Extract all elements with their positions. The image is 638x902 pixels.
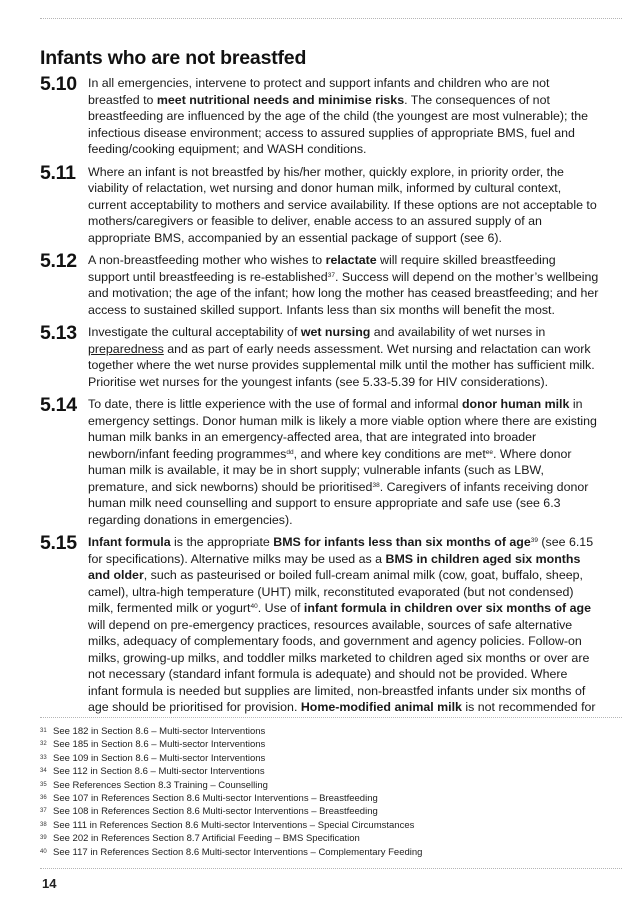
footnote-text: See References Section 8.3 Training – Counselling: [53, 779, 268, 791]
footnote-number: 34: [40, 768, 47, 775]
footnote-text: See 112 in Section 8.6 – Multi-sector Interventions: [53, 766, 265, 778]
footnote-text: See 107 in References Section 8.6 Multi-sector Interventions – Breastfeeding: [53, 793, 378, 805]
footnote-ref: 37: [327, 271, 335, 279]
bold-text: infant formula in children over six months of age: [303, 601, 591, 615]
paragraph-text: [88, 324, 600, 390]
footnote-number: 33: [40, 754, 47, 761]
text-run: Where an infant is not breastfed by his/her mother, quickly explore, in priority order, the viability of relactation, wet nursing and donor human milk, informed by cultural context, current acceptability to mothers and service availability. If these options are not acceptable to mothers/caregivers or feasible to deliver, enable access to an assured supply of an appropriate BMS, accompanied by an essential package of support (see 6).: [88, 164, 597, 245]
footnote-text: See 182 in Section 8.6 – Multi-sector Interventions: [53, 726, 266, 737]
text-run: (see 6.15 for specifications). Alternative milks may be used as a: [88, 535, 594, 566]
footnote-list: [40, 725, 600, 859]
footnote-text: See 111 in References Section 8.6 Multi-sector Interventions – Special Circumstances: [53, 819, 415, 831]
text-run: , such as pasteurised or boiled full-cream animal milk (cow, goat, buffalo, sheep, camel), ultra-high temperature (UHT) milk, reconstituted evaporated (but not condensed) milk, fermented milk or yogurt: [88, 568, 583, 615]
footnote-ref: dd: [286, 448, 294, 456]
text-run: To date, there is little experience with the use of formal and informal: [88, 397, 462, 411]
footnote-text: See 202 in References Section 8.7 Artificial Feeding – BMS Specification: [53, 833, 360, 845]
text-run: A non-breastfeeding mother who wishes to: [88, 253, 326, 267]
footnote-number: 32: [40, 741, 47, 748]
footnote: [40, 846, 600, 859]
text-run: . The consequences of not breastfeeding are influenced by the age of the child (the youngest are most vulnerable); the infectious disease environment; access to assured supplies of appropriate BMS, fuel and feeding/cooking equipment; and WASH conditions.: [88, 92, 589, 156]
footnote-ref: 40: [250, 603, 258, 610]
paragraph-list: [40, 75, 600, 722]
paragraph-text: [88, 252, 600, 318]
text-run: . Use of: [257, 601, 304, 615]
footnote: [40, 779, 600, 792]
top-divider: [40, 18, 622, 19]
text-run: . Where donor human milk is available, it may be in short supply; vulnerable infants (such as LBW, premature, and sick newborns) should be prioritised: [88, 446, 572, 494]
paragraph-5-11: [40, 161, 600, 247]
footnote-number: 40: [40, 848, 47, 855]
bold-text: donor human milk: [461, 397, 570, 411]
footnote-text: See 109 in Section 8.6 – Multi-sector Interventions: [53, 752, 266, 764]
paragraph-number: 5.14: [40, 394, 77, 416]
bold-text: BMS for infants less than six months of age: [273, 535, 531, 549]
text-run: in emergency settings. Donor human milk is likely a more viable option where there are existing human milk banks in an emergency-affected area, that are integrated into broader newborn/infant feeding programmes: [88, 397, 597, 461]
bold-text: meet nutritional needs and minimise risks: [156, 92, 405, 107]
paragraph-text: [88, 396, 600, 528]
page-number: 14: [42, 876, 57, 891]
bold-text: Infant formula: [88, 535, 171, 549]
footnote-text: See 117 in References Section 8.6 Multi-sector Interventions – Complementary Feeding: [53, 846, 423, 858]
footnote: [40, 725, 600, 738]
paragraph-5-15: [40, 534, 600, 716]
footnote-text: See 108 in References Section 8.6 Multi-sector Interventions – Breastfeeding: [53, 806, 378, 818]
bold-text: BMS in children aged six months and older: [88, 551, 581, 582]
footnote-number: 31: [40, 728, 47, 734]
footnote-divider: [40, 717, 622, 718]
footnote: [40, 765, 600, 778]
text-run: preparedness: [88, 341, 164, 356]
paragraph-5-14: [40, 396, 600, 528]
footnote-ref: ee: [485, 448, 494, 456]
paragraph-5-10: [40, 75, 600, 158]
paragraph-text: [88, 534, 600, 716]
paragraph-number: 5.11: [40, 161, 76, 184]
footnote: [40, 792, 600, 805]
bold-text: wet nursing: [300, 325, 371, 339]
footnote-ref: 39: [530, 537, 538, 544]
footnote: [40, 832, 600, 845]
text-run: and as part of early needs assessment. Wet nursing and relactation can work together where the wet nurse provides supplemental milk until the mother has sufficient milk. Prioritise wet nurses for the youngest infants (see 5.33-5.39 for HIV considerations).: [88, 341, 595, 389]
paragraph-text: [88, 164, 600, 247]
paragraph-text: [88, 75, 600, 158]
footnote-number: 36: [40, 795, 47, 802]
footnote: [40, 752, 600, 765]
paragraph-5-13: [40, 324, 600, 390]
bold-text: Home-modified animal milk: [300, 700, 462, 714]
footnote-text: See 185 in Section 8.6 – Multi-sector Interventions: [53, 739, 266, 751]
footnote-number: 35: [40, 781, 47, 788]
text-run: will require skilled breastfeeding support until breastfeeding is re-established: [88, 253, 556, 284]
page-footer-divider: [40, 868, 622, 869]
footnote-number: 39: [40, 835, 47, 842]
footnote-number: 37: [40, 808, 47, 815]
text-run: is not recommended for: [461, 700, 596, 714]
footnote: [40, 738, 600, 751]
text-run: . Caregivers of infants receiving donor human milk need counselling and support to ensure appropriate and safe use (see 6.3 regarding donations in emergencies).: [88, 479, 589, 527]
text-run: . Success will depend on the mother’s wellbeing and motivation; the age of the infant; how long the mother has ceased breastfeeding; and her access to sustained skilled support. Infants less than six months will benefit the most.: [88, 269, 599, 317]
footnote: [40, 819, 600, 832]
section-heading: Infants who are not breastfed: [40, 47, 307, 69]
bold-text: relactate: [325, 253, 377, 267]
paragraph-5-12: [40, 252, 600, 318]
text-run: , and where key conditions are met: [293, 446, 486, 461]
text-run: is the appropriate: [170, 535, 274, 549]
text-run: Investigate the cultural acceptability of: [88, 325, 301, 339]
text-run: and availability of wet nurses in: [370, 325, 546, 339]
paragraph-number: 5.12: [40, 250, 77, 272]
paragraph-number: 5.15: [40, 532, 77, 554]
text-run: will depend on pre-emergency practices, resources available, sources of safe alternative milks, adequacy of complementary foods, and government and agency policies. Follow-on milks, growing-up milks, and toddler milks marketed to children aged six months or over are not necessary (standard infant formula is adequate) and should not be provided. Where infant formula is needed but supplies are limited, non-breastfed infants under six months of age should be prioritised for provision.: [88, 617, 590, 714]
footnote-number: 38: [40, 821, 47, 828]
paragraph-number: 5.10: [40, 73, 77, 95]
paragraph-number: 5.13: [40, 322, 77, 344]
footnote: [40, 805, 600, 818]
footnote-ref: 38: [372, 481, 380, 489]
text-run: In all emergencies, intervene to protect and support infants and children who are not breastfed to: [88, 76, 550, 107]
